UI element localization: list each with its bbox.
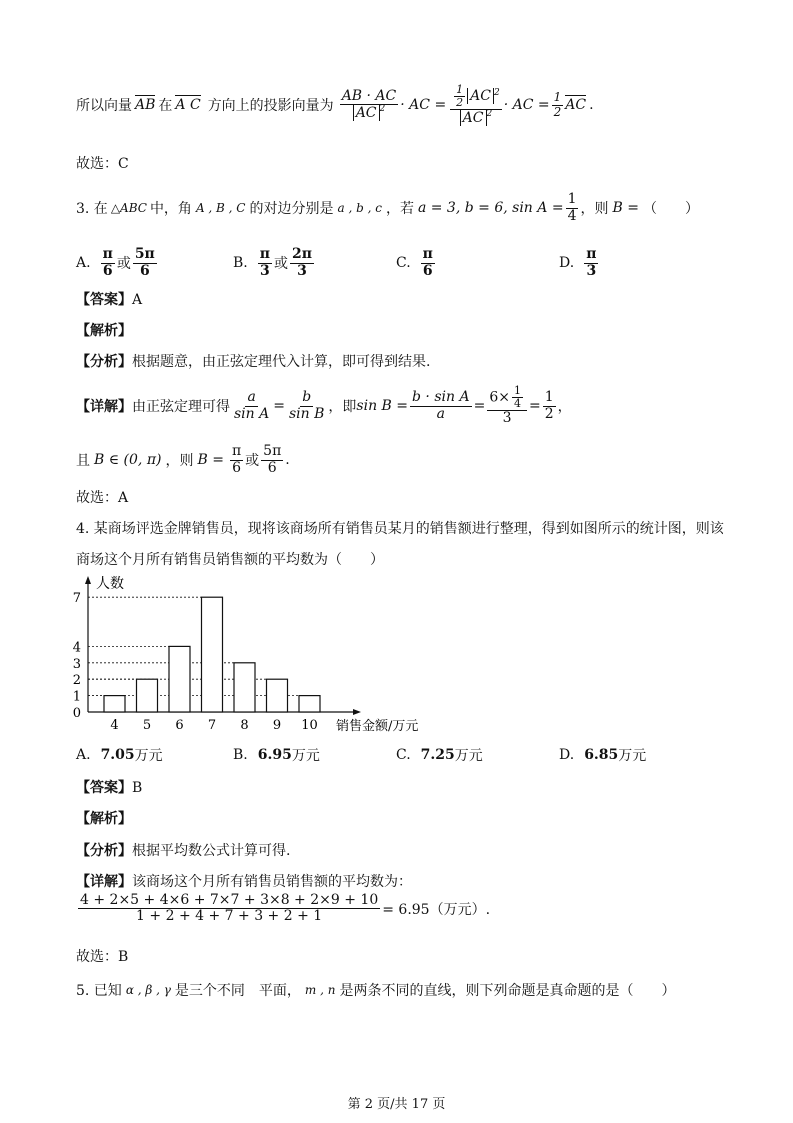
bar-6 [169,646,190,712]
comma: ， [557,399,572,415]
q4-option-a[interactable] [76,745,163,765]
n: a [247,389,256,406]
n: π [422,246,433,263]
option-label: D. [559,747,575,763]
math: · AC = [503,97,550,113]
period: . [589,97,594,113]
answer-tag: 【答案】 [76,292,132,308]
n: π [259,246,270,263]
q3-option-c[interactable] [396,243,437,283]
half [552,91,564,118]
math: · AC = [400,97,447,113]
fenxi-tag: 【分析】 [76,354,132,370]
text: 在 [158,98,173,114]
option-value: 6.95 [257,747,292,763]
d: 4 [567,207,577,224]
q5-stem [76,980,675,1000]
condition: a = 3, b = 6, sin A = [417,200,564,216]
answer-value: B [132,780,143,796]
planes: α , β , γ [125,983,171,997]
answer-prev: 故选：C [76,156,129,172]
fraction [290,247,314,279]
angles: A , B , C [195,201,246,215]
option-unit: 万元 [134,748,163,764]
n: 5π [263,443,282,460]
bar-4 [104,696,125,712]
bar-9 [267,679,288,712]
x-tick-label: 8 [240,718,249,733]
numerator [450,84,502,110]
text: 5. 已知 [76,983,122,999]
text: 是三个不同 平面， [174,983,301,999]
q3-option-a[interactable] [76,243,159,283]
d: 6 [139,262,150,279]
text: ，若 [385,201,414,217]
math: B = [197,452,224,468]
q4-option-c[interactable] [396,745,483,765]
fraction [566,192,579,224]
fraction [261,444,283,476]
q4-detail [76,871,412,891]
q3-option-d[interactable] [559,243,600,283]
option-label: B. [233,747,248,763]
n: 1 [513,384,521,398]
n: b · sin A [412,389,470,406]
fraction [421,247,435,279]
or: 或 [274,256,288,272]
y-tick-label: 1 [72,689,81,705]
d: 3 [297,262,307,279]
n: b [302,389,312,406]
abs-ac: AC [353,105,380,121]
fraction [543,390,556,422]
text: ，即 [328,399,357,415]
q3-final: 故选：A [76,490,129,506]
q3-option-b[interactable] [233,243,316,283]
option-label: A. [76,747,91,763]
option-unit: 万元 [618,748,647,764]
q3-stem [76,188,699,228]
fraction [487,385,527,427]
fenxi-text: 根据题意，由正弦定理代入计算，即可得到结果. [132,354,431,370]
d: 6 [232,459,242,476]
text: 中，角 [149,201,192,217]
q4-option-b[interactable] [233,745,320,765]
q4-final: 故选：B [76,949,129,965]
triangle: △ABC [110,201,147,215]
n: 1 [567,191,577,208]
or: 或 [245,453,260,469]
bar-10 [299,696,320,712]
d: 4 [513,397,521,411]
n: π [586,246,597,263]
fraction [584,247,598,279]
y-tick-label: 3 [72,656,81,672]
q4-answer [76,777,142,797]
bar-8 [234,663,255,712]
n: 1 [456,82,464,96]
y-axis-arrow [85,576,91,584]
denominator [351,105,388,121]
x-axis-arrow [353,709,361,715]
option-label: D. [559,255,575,271]
detail-tag: 【详解】 [76,399,132,415]
equals: = [528,398,541,414]
x-tick-label: 9 [272,718,282,733]
x-axis-label: 销售金额/万元 [336,719,419,734]
option-unit: 万元 [454,748,483,764]
half [454,84,465,109]
text: 的对边分别是 [249,201,334,217]
x-tick-label: 4 [110,718,119,733]
text: 3. 在 [76,201,108,217]
exponent: 2 [494,87,500,98]
n [487,385,527,411]
option-label: B. [233,255,248,271]
text: 所以向量 [76,98,132,114]
projection-line [76,80,594,130]
d: sin B [288,405,325,422]
bar-chart [60,572,440,742]
vector-ac: A C [175,97,201,113]
q4-stem-1: 4. 某商场评选金牌销售员，现将该商场所有销售员某月的销售额进行整理，得到如图所示的统计图，则该 [76,521,724,537]
fraction [101,247,115,279]
option-unit: 万元 [291,748,320,764]
math: sin B = [356,398,409,414]
abs-ac: AC [460,110,487,126]
q3-jiexi: 【解析】 [76,323,132,339]
q4-stem-2: 商场这个月所有销售员销售额的平均数为（ ） [76,552,384,568]
x-tick-label: 10 [301,718,318,733]
exponent: 2 [379,104,386,115]
period: . [285,452,290,468]
detail-tag: 【详解】 [76,874,132,890]
n: 5π [134,246,155,263]
d: 6 [267,459,277,476]
y-tick-label: 7 [72,591,81,607]
fraction [287,390,326,422]
text: ，则 [165,453,194,469]
vector-ab: AB [135,97,156,113]
page-footer: 第 2 页/共 17 页 [347,1097,446,1112]
y-tick-label: 4 [72,640,81,656]
q3-detail [76,381,572,431]
equals: = [273,398,285,414]
fraction [340,89,399,121]
option-value: 7.25 [420,747,455,763]
fraction [232,390,271,422]
d: 3 [502,410,512,427]
y-tick-label: 2 [72,673,81,689]
q3-fenxi [76,351,430,371]
fraction [230,444,243,476]
quarter [512,385,523,410]
answer-value: A [132,292,143,308]
q4-option-d[interactable] [559,745,646,765]
text: 且 [76,453,90,469]
n: 1 [553,90,562,105]
q4-fenxi [76,840,290,860]
fraction [133,247,157,279]
exponent: 2 [486,109,493,120]
vector-ac: AC [565,97,587,113]
answer-tag: 【答案】 [76,780,132,796]
q3-detail-2 [76,440,290,480]
q3-answer [76,289,142,309]
x-tick-label: 5 [142,718,152,733]
text: ，则 [580,201,609,217]
option-value: 7.05 [100,747,135,763]
fenxi-tag: 【分析】 [76,843,132,859]
numerator: AB · AC [341,87,397,104]
d: 2 [544,405,554,422]
n: 4 + 2×5 + 4×6 + 7×7 + 3×8 + 2×9 + 10 [80,892,379,908]
text: 方向上的投影向量为 [207,98,334,114]
x-tick-label: 7 [207,718,217,733]
d: 2 [456,95,464,109]
sides: a , b , c [337,201,382,215]
q4-jiexi: 【解析】 [76,811,132,827]
d: 2 [553,104,562,119]
abs-ac: AC [467,88,494,104]
fraction [258,247,272,279]
bar-5 [137,679,158,712]
option-label: A. [76,255,91,271]
equals: = [473,398,486,414]
math: B ∈ (0, π) [94,452,162,468]
n: π [231,443,242,460]
bar-7 [202,597,223,712]
d: 3 [260,262,270,279]
fraction [78,893,380,925]
text: 由正弦定理可得 [132,399,230,415]
option-label: C. [396,747,411,763]
d: a [436,405,445,422]
n: π [102,246,113,263]
y-axis-label: 人数 [96,576,124,592]
d: 1 + 2 + 4 + 7 + 3 + 2 + 1 [136,908,323,925]
y-tick-label: 0 [72,706,81,721]
q4-formula [76,893,490,925]
d: 6 [422,262,433,279]
detail-text: 该商场这个月所有销售员销售额的平均数为： [132,874,412,890]
d: 6 [102,262,113,279]
lines: m , n [304,983,336,997]
fenxi-text: 根据平均数公式计算可得. [132,843,291,859]
paren: （ ） [642,201,699,217]
text: 6× [489,389,510,406]
option-value: 6.85 [584,747,619,763]
n: 2π [292,246,312,263]
n: 1 [544,389,554,406]
d: 3 [586,262,597,279]
text: 是两条不同的直线，则下列命题是真命题的是（ ） [339,983,676,999]
or: 或 [116,256,131,272]
x-tick-label: 6 [175,718,184,733]
result: = 6.95（万元）. [382,901,491,918]
d: sin A [234,405,270,422]
b-eq: B = [612,200,639,216]
option-label: C. [396,255,411,271]
fraction [410,390,472,422]
denominator [458,110,495,126]
fraction [450,84,502,126]
